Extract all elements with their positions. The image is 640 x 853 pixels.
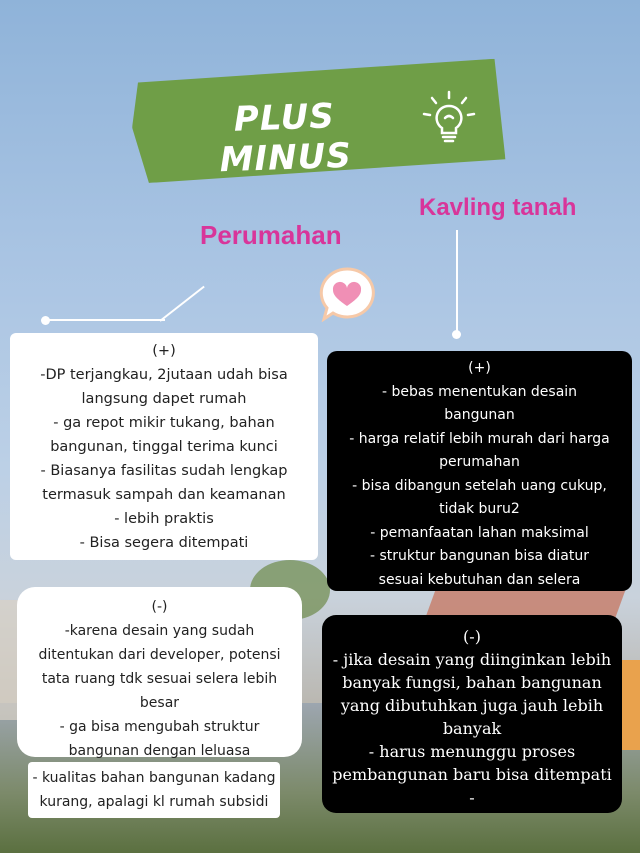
kavling-minus-label: (-) (463, 627, 481, 646)
perumahan-minus-line: ditentukan dari developer, potensi (38, 647, 281, 663)
kavling-minus-line: banyak (442, 719, 502, 738)
perumahan-minus-line: - ga bisa mengubah struktur (59, 719, 260, 735)
kavling-minus-line: - harus menunggu proses (368, 742, 576, 761)
heart-icon (316, 266, 378, 322)
perumahan-plus-line: -DP terjangkau, 2jutaan udah bisa (40, 367, 288, 383)
kavling-plus-line: sesuai kebutuhan dan selera (378, 571, 581, 588)
kavling-plus-line: - bebas menentukan desain (381, 383, 578, 400)
perumahan-minus-line: -karena desain yang sudah (64, 623, 255, 639)
kavling-plus-card (327, 351, 632, 591)
perumahan-plus-line: bangunan, tinggal terima kunci (50, 439, 278, 455)
kavling-minus-line: banyak fungsi, bahan bangunan (342, 673, 602, 692)
perumahan-plus-line: - ga repot mikir tukang, bahan (53, 415, 275, 431)
connector-line-perumahan (47, 319, 165, 321)
kavling-minus-line: yang dibutuhkan juga jauh lebih (340, 696, 604, 715)
lightbulb-icon (418, 88, 480, 150)
page-title: PLUS MINUS (219, 96, 353, 181)
kavling-plus-line: tidak buru2 (439, 501, 520, 517)
kavling-minus-line: pembangunan baru bisa ditempati (332, 765, 612, 784)
kavling-plus-line: - pemanfaatan lahan maksimal (370, 524, 589, 541)
perumahan-plus-line: - lebih praktis (114, 511, 214, 527)
connector-dot-perumahan (41, 316, 50, 325)
perumahan-plus-card (10, 333, 318, 560)
kavling-minus-line: - (469, 788, 475, 807)
perumahan-plus-label: (+) (152, 343, 176, 359)
connector-dot-kavling (452, 330, 461, 339)
kavling-plus-label: (+) (468, 360, 491, 376)
heading-perumahan: Perumahan (200, 220, 342, 250)
kavling-minus-line: - jika desain yang diinginkan lebih (332, 650, 612, 669)
heading-kavling-tanah: Kavling tanah (419, 194, 577, 221)
perumahan-minus-label: (-) (151, 599, 168, 615)
perumahan-minus-extra-card (28, 762, 280, 818)
kavling-plus-line: - struktur bangunan bisa diatur (369, 548, 590, 564)
perumahan-plus-line: - Bisa segera ditempati (79, 535, 249, 551)
perumahan-plus-line: - Biasanya fasilitas sudah lengkap (40, 463, 288, 479)
perumahan-minus-extra-line: kurang, apalagi kl rumah subsidi (39, 794, 269, 810)
kavling-minus-card (322, 615, 622, 813)
perumahan-plus-line: termasuk sampah dan keamanan (42, 487, 286, 503)
perumahan-minus-line: tata ruang tdk sesuai selera lebih (41, 671, 278, 687)
perumahan-minus-extra-line: - kualitas bahan bangunan kadang (32, 770, 276, 786)
kavling-plus-line: bangunan (444, 407, 515, 423)
perumahan-plus-line: langsung dapet rumah (81, 391, 247, 407)
background-mural (620, 660, 640, 750)
perumahan-minus-line: bangunan dengan leluasa (68, 743, 251, 759)
kavling-plus-line: - bisa dibangun setelah uang cukup, (352, 477, 607, 494)
kavling-plus-line: - harga relatif lebih murah dari harga (349, 430, 610, 447)
perumahan-minus-line: besar (139, 695, 180, 711)
connector-line-kavling (456, 230, 458, 334)
kavling-plus-line: perumahan (439, 454, 520, 470)
perumahan-minus-card (17, 587, 302, 757)
